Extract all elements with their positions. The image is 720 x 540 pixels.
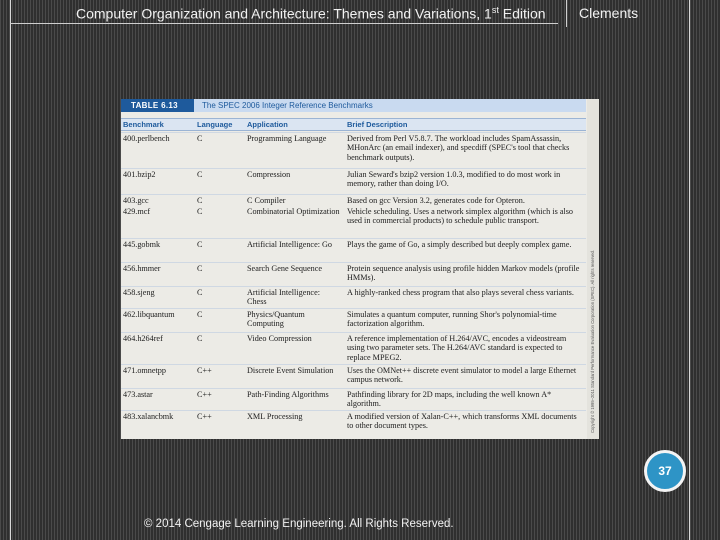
table-cell-benchmark: 462.libquantum [123, 310, 175, 319]
benchmark-table-image [121, 99, 599, 439]
table-cell-benchmark: 483.xalancbmk [123, 412, 174, 421]
table-number: TABLE 6.13 [121, 99, 194, 112]
copyright-strip [587, 99, 599, 439]
table-row [121, 308, 586, 333]
table-cell-benchmark: 458.sjeng [123, 288, 155, 297]
table-cell-application: Combinatorial Optimization [247, 207, 340, 216]
table-cell-benchmark: 445.gobmk [123, 240, 161, 249]
table-cell-application: Video Compression [247, 334, 312, 343]
table-title: The SPEC 2006 Integer Reference Benchmarks [202, 101, 373, 110]
table-row [121, 364, 586, 389]
table-cell-benchmark: 401.bzip2 [123, 170, 156, 179]
table-cell-description: Protein sequence analysis using profile hidden Markov models (profile HMMs). [347, 264, 580, 283]
table-cell-description: Uses the OMNet++ discrete event simulator to model a large Ethernet campus network. [347, 366, 577, 385]
table-cell-description: A modified version of Xalan-C++, which transforms XML documents to other document types. [347, 412, 577, 431]
table-cell-description: A reference implementation of H.264/AVC, encodes a videostream using two parameter sets. The H.264/AVC standard is expected to replace MPEG2. [347, 334, 567, 362]
table-cell-benchmark: 456.hmmer [123, 264, 161, 273]
table-cell-language: C [197, 288, 203, 297]
table-row [121, 332, 586, 365]
table-cell-description: Julian Seward's bzip2 version 1.0.3, modified to do most work in memory, rather than doing I/O. [347, 170, 561, 189]
footer-copyright: © 2014 Cengage Learning Engineering. All Rights Reserved. [144, 518, 454, 530]
table-row [121, 168, 586, 195]
table-cell-language: C++ [197, 390, 212, 399]
table-cell-language: C++ [197, 366, 212, 375]
header-divider [10, 23, 558, 24]
column-header: Language [197, 120, 233, 129]
table-cell-description: Simulates a quantum computer, running Shor's polynomial-time factorization algorithm. [347, 310, 557, 329]
table-cell-description: Vehicle scheduling. Uses a network simplex algorithm (which is also used in commercial products) to schedule public transport. [347, 207, 574, 226]
table-cell-benchmark: 473.astar [123, 390, 153, 399]
table-cell-description: Plays the game of Go, a simply described but deeply complex game. [347, 240, 572, 249]
table-cell-description: Derived from Perl V5.8.7. The workload includes SpamAssassin, MHonArc (an email indexer), and specdiff (SPEC's tool that checks benchmark outputs). [347, 134, 570, 162]
table-cell-application: Physics/Quantum Computing [247, 310, 305, 329]
slide-title: Computer Organization and Architecture: Themes and Variations, 1st Edition [76, 5, 546, 22]
table-cell-language: C [197, 264, 203, 273]
table-cell-language: C [197, 207, 203, 216]
table-cell-application: Search Gene Sequence [247, 264, 323, 273]
table-cell-benchmark: 471.omnetpp [123, 366, 166, 375]
table-cell-application: Path-Finding Algorithms [247, 390, 329, 399]
table-cell-description: A highly-ranked chess program that also plays several chess variants. [347, 288, 574, 297]
table-cell-language: C++ [197, 412, 212, 421]
table-cell-description: Based on gcc Version 3.2, generates code for Opteron. [347, 196, 525, 205]
table-cell-application: Programming Language [247, 134, 327, 143]
table-row [121, 132, 586, 169]
table-cell-language: C [197, 134, 203, 143]
table-cell-language: C [197, 334, 203, 343]
header-separator [566, 0, 567, 27]
table-cell-application: XML Processing [247, 412, 303, 421]
table-row [121, 238, 586, 263]
table-header-row [121, 118, 586, 131]
column-header: Brief Description [347, 120, 408, 129]
table-cell-benchmark: 429.mcf [123, 207, 151, 216]
table-cell-application: Compression [247, 170, 291, 179]
author-label: Clements [579, 5, 639, 21]
table-row [121, 286, 586, 309]
table-row [121, 206, 586, 238]
table-title-bar [121, 99, 586, 112]
page-number-badge: 37 [644, 450, 686, 492]
table-row [121, 262, 586, 287]
table-cell-application: Discrete Event Simulation [247, 366, 334, 375]
table-cell-language: C [197, 196, 203, 205]
table-cell-benchmark: 403.gcc [123, 196, 149, 205]
table-cell-application: Artificial Intelligence: Chess [247, 288, 320, 307]
table-cell-language: C [197, 310, 203, 319]
column-header: Benchmark [123, 120, 164, 129]
table-row [121, 410, 586, 437]
table-cell-benchmark: 400.perlbench [123, 134, 170, 143]
column-header: Application [247, 120, 288, 129]
table-cell-benchmark: 464.h264ref [123, 334, 163, 343]
table-cell-language: C [197, 240, 203, 249]
table-cell-application: Artificial Intelligence: Go [247, 240, 333, 249]
side-copyright: Copyright © 1995–2011 Standard Performance Evaluation Corporation (SPEC). All rights reserved. [590, 249, 595, 433]
table-cell-language: C [197, 170, 203, 179]
table-row [121, 388, 586, 411]
table-cell-description: Pathfinding library for 2D maps, including the well known A* algorithm. [347, 390, 552, 409]
table-cell-application: C Compiler [247, 196, 286, 205]
